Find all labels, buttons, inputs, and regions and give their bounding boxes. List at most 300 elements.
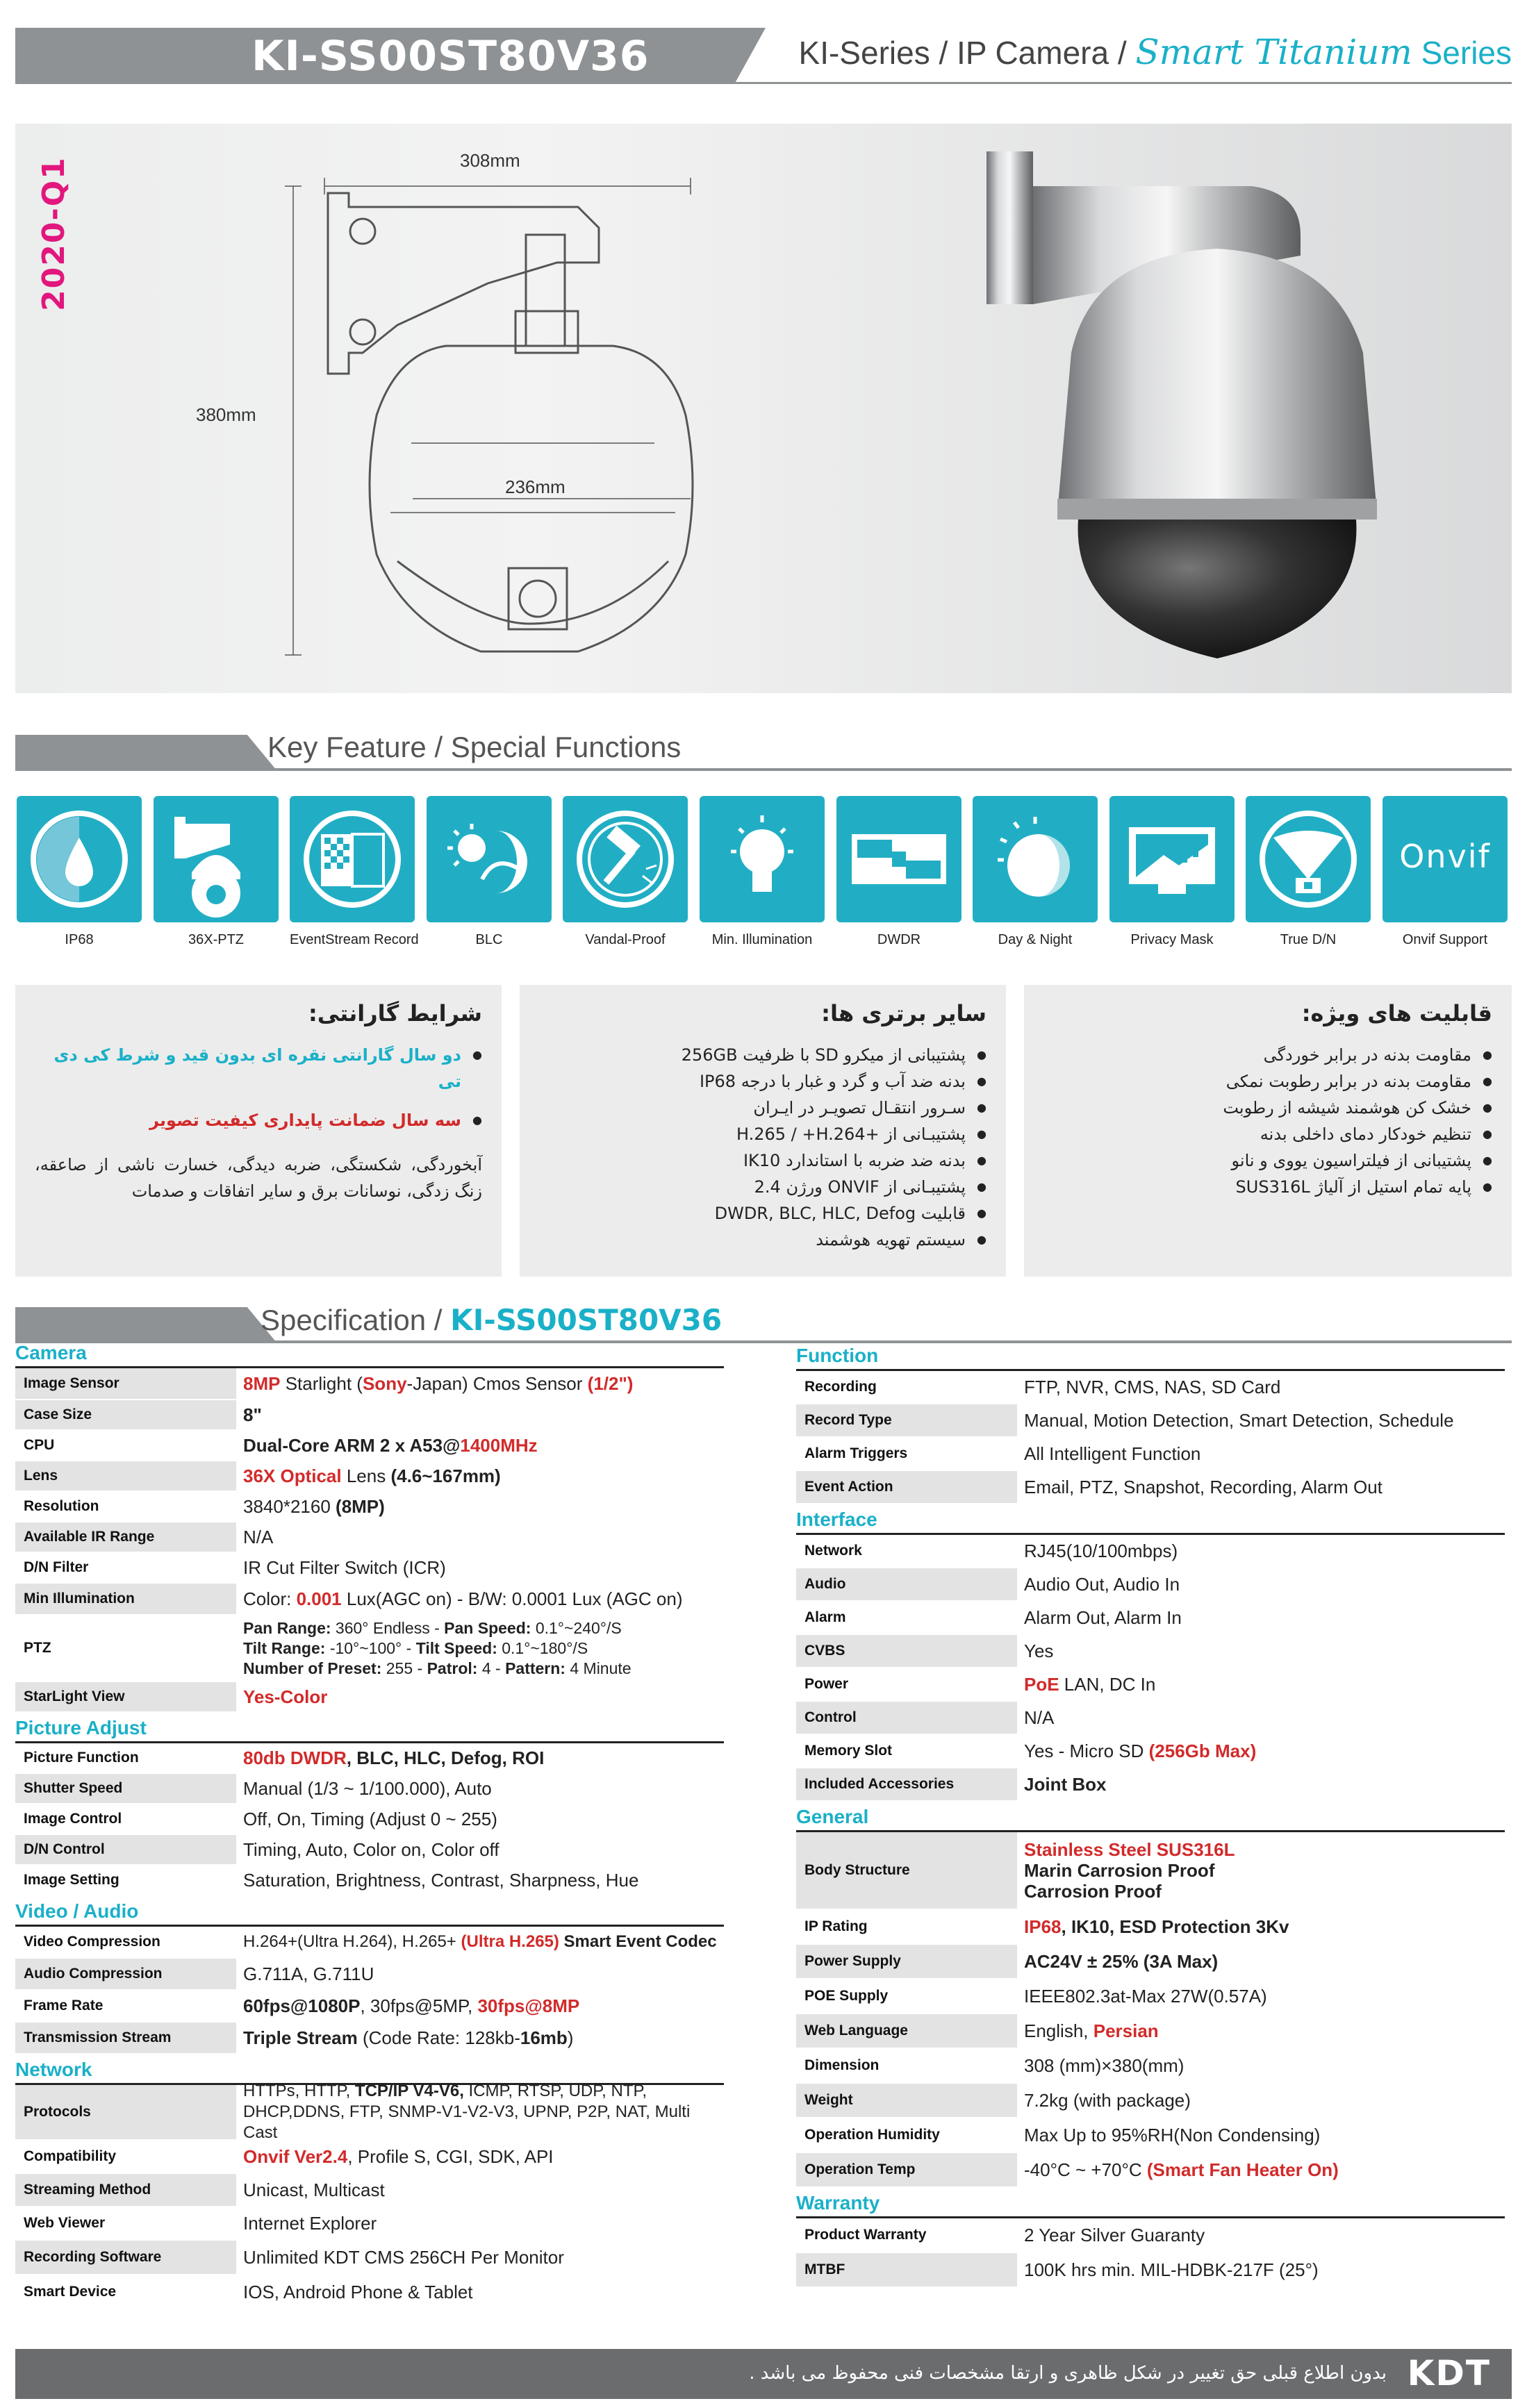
spec-value xyxy=(236,1404,724,1425)
group-interface: Interface xyxy=(796,1504,1505,1535)
spec-key: Streaming Method xyxy=(15,2174,236,2206)
spec-value xyxy=(1017,1951,1505,1972)
value-part: Number of Preset: xyxy=(243,1659,386,1677)
spec-title-prefix: Specification / xyxy=(261,1304,451,1336)
value-part: 8" xyxy=(243,1404,262,1425)
spec-value xyxy=(1017,1774,1505,1795)
value-part: 4 Minute xyxy=(570,1659,632,1677)
feature-event-stream xyxy=(290,796,419,948)
spec-value: All Intelligent Function xyxy=(1024,1443,1201,1464)
table-row xyxy=(796,1702,1505,1735)
spec-key: D/N Control xyxy=(15,1835,236,1864)
special-item: ● مقاومت بدنه در برابر خوردگی xyxy=(1043,1042,1492,1068)
spec-key: Picture Function xyxy=(15,1743,236,1772)
privacy-mask-icon xyxy=(1109,796,1235,922)
table-row xyxy=(796,1945,1505,1979)
spec-key: Frame Rate xyxy=(15,1991,236,2021)
value-part: Color: xyxy=(243,1588,297,1609)
day-night-icon xyxy=(973,796,1098,922)
spec-table-left xyxy=(15,1338,724,2310)
feature-label: DWDR xyxy=(877,932,921,947)
table-row xyxy=(796,2014,1505,2049)
table-row xyxy=(796,1535,1505,1568)
spec-value: Unicast, Multicast xyxy=(243,2179,385,2200)
spec-key: Weight xyxy=(796,2084,1017,2117)
spec-key: Smart Device xyxy=(15,2275,236,2309)
spec-title-model: KI-SS00ST80V36 xyxy=(450,1303,723,1337)
value-part: , Profile S, CGI, SDK, API xyxy=(347,2146,554,2167)
value-part: English, xyxy=(1024,2020,1093,2041)
table-row xyxy=(796,1979,1505,2014)
proto-line: DHCP,DDNS, FTP, SNMP-V1-V2-V3, UPNP, P2P, NAT, Multi Cast xyxy=(243,2102,691,2142)
spec-key: Case Size xyxy=(15,1400,236,1429)
spec-key: Web Viewer xyxy=(15,2207,236,2239)
table-row xyxy=(796,1668,1505,1702)
spec-key: Memory Slot xyxy=(796,1735,1017,1767)
table-row xyxy=(15,1616,724,1682)
value-part: 360° Endless - xyxy=(335,1618,445,1637)
spec-value: Email, PTZ, Snapshot, Recording, Alarm Out xyxy=(1024,1477,1382,1497)
table-row xyxy=(15,1743,724,1774)
spec-key: Available IR Range xyxy=(15,1522,236,1552)
table-row xyxy=(796,1371,1505,1404)
table-row xyxy=(796,1635,1505,1668)
spec-key: Operation Temp xyxy=(796,2153,1017,2186)
value-part: -40°C ~ +70°C xyxy=(1024,2159,1147,2180)
table-row xyxy=(15,1927,724,1959)
spec-key: Image Control xyxy=(15,1804,236,1834)
value-part: 0.1°~180°/S xyxy=(502,1638,588,1657)
series-title xyxy=(799,32,1512,72)
spec-value: Alarm Out, Alarm In xyxy=(1024,1607,1182,1628)
ptz-line xyxy=(243,1638,724,1659)
other-item: ● پشتیبـانی از ONVIF ورژن 2.4 xyxy=(539,1174,987,1200)
spec-value xyxy=(1017,2159,1505,2180)
spec-key: Event Action xyxy=(796,1471,1017,1503)
value-part: -Japan) Cmos Sensor xyxy=(406,1373,588,1394)
page-header xyxy=(15,28,1512,82)
table-row xyxy=(15,2275,724,2310)
spec-value: 308 (mm)×380(mm) xyxy=(1024,2055,1185,2076)
table-row xyxy=(796,2049,1505,2084)
table-row xyxy=(796,1910,1505,1945)
spec-key: Recording xyxy=(796,1371,1017,1403)
value-part: Persian xyxy=(1093,2020,1159,2041)
value-part: Lens xyxy=(341,1465,391,1486)
table-row xyxy=(796,1438,1505,1471)
value-part: , 30fps@5MP, xyxy=(360,1995,478,2016)
value-part: 3840*2160 xyxy=(243,1496,336,1517)
table-row xyxy=(15,1682,724,1713)
spec-value xyxy=(236,1995,724,2016)
feature-section-bar xyxy=(15,735,1512,771)
value-part: Yes - Micro SD xyxy=(1024,1741,1149,1761)
value-part: 36X Optical xyxy=(243,1465,342,1486)
value-part: Stainless Steel SUS316L xyxy=(1024,1839,1235,1860)
spec-value xyxy=(236,1465,724,1486)
value-part: ICMP, RTSP, UDP, NTP, xyxy=(463,2082,647,2100)
value-part: H.264+(Ultra H.264), H.265+ xyxy=(243,1932,461,1951)
spec-key: StarLight View xyxy=(15,1682,236,1711)
feature-label: Day & Night xyxy=(998,932,1073,947)
other-item: ● پشتیبانی از میکرو SD با ظرفیت 256GB xyxy=(539,1042,987,1068)
feature-label: IP68 xyxy=(65,932,94,947)
dwdr-icon xyxy=(836,796,961,922)
drop-icon xyxy=(17,796,142,922)
value-part: (256Gb Max) xyxy=(1148,1741,1257,1761)
value-part: TCP/IP V4-V6, xyxy=(354,2082,464,2100)
table-row xyxy=(15,1400,724,1431)
feature-label: Min. Illumination xyxy=(711,932,813,947)
ptz-camera-icon xyxy=(154,796,279,922)
value-part: IP68 xyxy=(1024,1916,1062,1937)
special-features-column xyxy=(1024,985,1512,1277)
spec-value: Internet Explorer xyxy=(243,2213,377,2234)
spec-key: CVBS xyxy=(796,1635,1017,1667)
special-item: ● پشتیبانی از فیلتراسیون یووی و نانو xyxy=(1043,1147,1492,1174)
spec-value: N/A xyxy=(243,1527,274,1547)
other-item: ● قابلیت DWDR, BLC, HLC, Defog xyxy=(539,1200,987,1227)
spec-value: RJ45(10/100mbps) xyxy=(1024,1541,1178,1561)
spec-value: Manual, Motion Detection, Smart Detection, Schedule xyxy=(1024,1410,1454,1431)
spec-key: Video Compression xyxy=(15,1927,236,1957)
bulb-icon xyxy=(700,796,825,922)
spec-key: Power xyxy=(796,1668,1017,1700)
value-part: AC24V ± 25% (3A Max) xyxy=(1024,1951,1219,1972)
group-camera: Camera xyxy=(15,1338,724,1368)
spec-value: Yes xyxy=(1024,1641,1054,1661)
value-part: LAN, DC In xyxy=(1059,1674,1156,1695)
value-part: 16mb xyxy=(520,2027,568,2048)
table-row xyxy=(15,1835,724,1866)
spec-value: IEEE802.3at-Max 27W(0.57A) xyxy=(1024,1986,1267,2007)
feature-blc xyxy=(427,796,552,948)
table-row xyxy=(15,1991,724,2023)
spec-key: Control xyxy=(796,1702,1017,1734)
table-row xyxy=(15,1522,724,1553)
value-part: (Smart Fan Heater On) xyxy=(1146,2159,1339,2180)
spec-key: Network xyxy=(796,1535,1017,1567)
table-row xyxy=(15,1553,724,1584)
spec-value xyxy=(236,2081,724,2143)
special-item: ● پایه تمام استیل از آلیاژ SUS316L xyxy=(1043,1174,1492,1200)
true-dn-icon xyxy=(1246,796,1371,922)
spec-key: Image Sensor xyxy=(15,1368,236,1399)
spec-key: Audio Compression xyxy=(15,1959,236,1989)
spec-key: Included Accessories xyxy=(796,1768,1017,1800)
table-row xyxy=(15,1866,724,1896)
spec-value xyxy=(1017,2020,1505,2041)
feature-label: BLC xyxy=(475,932,503,947)
feature-true-dn xyxy=(1246,796,1371,948)
value-part: (1/2") xyxy=(587,1373,634,1394)
model-title: KI-SS00ST80V36 xyxy=(251,32,650,81)
spec-value: IOS, Android Phone & Tablet xyxy=(243,2282,473,2302)
other-item: ● بدنه ضد آب و گرد و غبار با درجه IP68 xyxy=(539,1068,987,1095)
dim-width-label: 308mm xyxy=(460,150,520,171)
value-part: PoE xyxy=(1024,1674,1059,1695)
blc-icon xyxy=(427,796,552,922)
value-part: Pan Range: xyxy=(243,1618,336,1637)
spec-value: N/A xyxy=(1024,1707,1055,1728)
spec-value: Max Up to 95%RH(Non Condensing) xyxy=(1024,2125,1321,2145)
value-part: Smart Event Codec xyxy=(559,1932,717,1951)
spec-value: Timing, Auto, Color on, Color off xyxy=(243,1839,500,1860)
value-part: 1400MHz xyxy=(460,1435,538,1456)
value-part: (Code Rate: 128kb- xyxy=(357,2027,520,2048)
warranty-title: شرایط گارانتی: xyxy=(308,1000,482,1027)
spec-value: Audio Out, Audio In xyxy=(1024,1574,1180,1595)
spec-key: Body Structure xyxy=(796,1832,1017,1909)
spec-key: Resolution xyxy=(15,1492,236,1521)
feature-vandal-proof xyxy=(563,796,688,948)
spec-section-title xyxy=(261,1303,722,1337)
value-part: -10°~100° - xyxy=(329,1638,416,1657)
spec-value: G.711A, G.711U xyxy=(243,1963,374,1984)
spec-value: 7.2kg (with package) xyxy=(1024,2090,1191,2111)
value-part: 80db DWDR xyxy=(243,1747,347,1768)
value-part: (Ultra H.265) xyxy=(461,1932,559,1951)
spec-value xyxy=(236,1435,724,1456)
value-part: Tilt Range: xyxy=(243,1638,330,1657)
dimension-drawing xyxy=(189,124,745,679)
group-network: Network xyxy=(15,2054,724,2085)
feature-label: Vandal-Proof xyxy=(585,932,666,947)
value-part: Pattern: xyxy=(505,1659,570,1677)
spec-value xyxy=(236,1747,724,1768)
group-function: Function xyxy=(796,1340,1505,1371)
table-row xyxy=(15,2023,724,2054)
spec-value: 2 Year Silver Guaranty xyxy=(1024,2225,1205,2245)
spec-key: Dimension xyxy=(796,2049,1017,2082)
spec-key: D/N Filter xyxy=(15,1553,236,1582)
feature-label: 36X-PTZ xyxy=(188,932,245,947)
other-item: ● پشتیبـانی از +H.265 / +H.264 xyxy=(539,1121,987,1147)
value-part: Joint Box xyxy=(1024,1774,1107,1795)
value-part: 30fps@8MP xyxy=(477,1995,580,2016)
edition-label: 2020-Q1 xyxy=(36,156,72,311)
warranty-column xyxy=(15,985,502,1277)
value-part: Triple Stream xyxy=(243,2027,358,2048)
table-row xyxy=(796,1471,1505,1504)
footer-disclaimer: بدون اطلاع قبلی حق تغییر در شکل ظاهری و ارتقا مشخصات فنی محفوظ می باشد . xyxy=(749,2363,1387,2384)
camera-photo xyxy=(974,124,1460,693)
value-part: 4 - xyxy=(481,1659,506,1677)
series-prefix: KI-Series / IP Camera / xyxy=(798,35,1136,71)
feature-min-illumination xyxy=(700,796,825,948)
spec-value xyxy=(236,1686,724,1707)
spec-value xyxy=(236,1373,724,1394)
spec-key: Web Language xyxy=(796,2014,1017,2048)
kdt-logo: KDT xyxy=(1407,2353,1491,2393)
series-suffix: Series xyxy=(1412,35,1512,71)
group-warranty: Warranty xyxy=(796,2188,1505,2218)
table-row xyxy=(15,2082,724,2142)
value-part: , IK10, ESD Protection 3Kv xyxy=(1061,1916,1289,1937)
special-title: قابلیت های ویژه: xyxy=(1301,1000,1492,1027)
ptz-line xyxy=(243,1618,724,1638)
feature-onvif xyxy=(1382,796,1508,948)
spec-value xyxy=(236,1496,724,1517)
table-row xyxy=(15,2241,724,2275)
value-part: Patrol: xyxy=(427,1659,482,1677)
group-general: General xyxy=(796,1802,1505,1832)
spec-value xyxy=(1017,1674,1505,1695)
table-row xyxy=(796,2118,1505,2153)
table-row xyxy=(796,1768,1505,1802)
value-part: Yes-Color xyxy=(243,1686,328,1707)
value-part: Dual-Core ARM 2 x A53@ xyxy=(243,1435,461,1456)
table-row xyxy=(15,1584,724,1616)
value-part: Sony xyxy=(362,1373,407,1394)
feature-ptz xyxy=(154,796,279,948)
group-picture: Picture Adjust xyxy=(15,1713,724,1743)
spec-key: Lens xyxy=(15,1461,236,1491)
spec-value: FTP, NVR, CMS, NAS, SD Card xyxy=(1024,1377,1281,1397)
special-item: ● مقاومت بدنه در برابر رطوبت نمکی xyxy=(1043,1068,1492,1095)
spec-key: Record Type xyxy=(796,1404,1017,1436)
value-part: Pan Speed: xyxy=(444,1618,536,1637)
spec-table-right xyxy=(796,1340,1505,2288)
spec-key: Protocols xyxy=(15,2085,236,2139)
value-part: 255 - xyxy=(386,1659,427,1677)
feature-label: Onvif Support xyxy=(1402,932,1488,947)
warranty-note: آبخوردگی، شکستگی، ضربه دیدگی، خسارت ناشی از صاعقه، زنگ زدگی، نوسانات برق و سایر اتفاقات و صدمات xyxy=(35,1155,482,1201)
value-part: Starlight ( xyxy=(280,1373,363,1394)
table-row xyxy=(15,2174,724,2207)
page-footer xyxy=(15,2349,1512,2399)
feature-section-line xyxy=(15,768,1512,771)
spec-value xyxy=(236,1588,724,1609)
table-row xyxy=(796,2218,1505,2253)
spec-value: Off, On, Timing (Adjust 0 ~ 255) xyxy=(243,1809,497,1829)
series-smart: Smart Titanium xyxy=(1135,32,1412,72)
hero-panel xyxy=(15,124,1512,693)
special-item: ● خشک کن هوشمند شیشه از رطوبت xyxy=(1043,1095,1492,1121)
table-row xyxy=(15,1461,724,1492)
feature-privacy-mask xyxy=(1109,796,1235,948)
table-row xyxy=(15,1368,724,1400)
value-part: (8MP) xyxy=(336,1496,385,1517)
table-row xyxy=(15,2141,724,2174)
spec-key: Audio xyxy=(796,1568,1017,1600)
value-part: Lux(AGC on) - B/W: 0.0001 Lux (AGC on) xyxy=(341,1588,683,1609)
spec-key: IP Rating xyxy=(796,1910,1017,1943)
table-row xyxy=(15,1431,724,1461)
spec-key: Product Warranty xyxy=(796,2218,1017,2252)
other-title: سایر برتری ها: xyxy=(821,1000,987,1027)
spec-key: Alarm xyxy=(796,1602,1017,1634)
table-row xyxy=(15,1804,724,1835)
value-part: (4.6~167mm) xyxy=(390,1465,501,1486)
table-row xyxy=(15,1774,724,1804)
dim-height-label: 380mm xyxy=(196,404,256,425)
spec-key: Recording Software xyxy=(15,2241,236,2274)
value-part: Onvif Ver2.4 xyxy=(243,2146,348,2167)
value-part: , BLC, HLC, Defog, ROI xyxy=(346,1747,545,1768)
spec-key: POE Supply xyxy=(796,1979,1017,2013)
hammer-icon xyxy=(563,796,688,922)
onvif-icon: Onvif xyxy=(1399,838,1491,875)
spec-value: IR Cut Filter Switch (ICR) xyxy=(243,1557,446,1578)
table-row xyxy=(796,1404,1505,1438)
spec-value xyxy=(236,2146,724,2167)
table-row xyxy=(15,1492,724,1522)
value-part: 0.001 xyxy=(296,1588,342,1609)
value-part: Tilt Speed: xyxy=(415,1638,502,1657)
spec-value: Unlimited KDT CMS 256CH Per Monitor xyxy=(243,2247,564,2268)
spec-key: PTZ xyxy=(15,1616,236,1681)
spec-value xyxy=(1017,1839,1505,1902)
table-row xyxy=(796,1568,1505,1602)
other-item: ● سیستم تهویه هوشمند xyxy=(539,1227,987,1253)
spec-key: Min Illumination xyxy=(15,1584,236,1614)
spec-key: Shutter Speed xyxy=(15,1774,236,1803)
warranty-item: ● دو سال گارانتی نقره ای بدون قید و شرط کی دی تی xyxy=(35,1042,482,1095)
value-part: 60fps@1080P xyxy=(243,1995,361,2016)
spec-key: Compatibility xyxy=(15,2141,236,2173)
table-row xyxy=(796,1832,1505,1910)
table-row xyxy=(796,1735,1505,1768)
spec-key: CPU xyxy=(15,1431,236,1460)
spec-value: 100K hrs min. MIL-HDBK-217F (25°) xyxy=(1024,2259,1319,2280)
warranty-item: ● سه سال ضمانت پایداری کیفیت تصویر xyxy=(35,1107,482,1134)
spec-key: Image Setting xyxy=(15,1866,236,1895)
spec-key: Power Supply xyxy=(796,1945,1017,1978)
spec-value xyxy=(1017,1916,1505,1937)
table-row xyxy=(796,2153,1505,2188)
special-item: ● تنظیم خودکار دمای داخلی بدنه xyxy=(1043,1121,1492,1147)
table-row xyxy=(796,2084,1505,2118)
spec-value xyxy=(236,1932,724,1952)
spec-key: Alarm Triggers xyxy=(796,1438,1017,1470)
spec-key: Operation Humidity xyxy=(796,2118,1017,2152)
feature-day-night xyxy=(973,796,1098,948)
table-row xyxy=(796,1602,1505,1635)
spec-value xyxy=(1017,1741,1505,1761)
other-item: ● سـرور انتقـال تصویـر در ایـران xyxy=(539,1095,987,1121)
table-row xyxy=(15,2207,724,2241)
other-item: ● بدنه ضد ضربه با استاندارد IK10 xyxy=(539,1147,987,1174)
proto-line xyxy=(243,2081,724,2102)
header-divider xyxy=(15,82,1512,84)
table-row xyxy=(15,1959,724,1991)
feature-label: EventStream Record xyxy=(290,932,419,947)
spec-value: Saturation, Brightness, Contrast, Sharpness, Hue xyxy=(243,1870,639,1891)
feature-label: Privacy Mask xyxy=(1130,932,1214,947)
value-part: Carrosion Proof xyxy=(1024,1881,1162,1902)
spec-key: Transmission Stream xyxy=(15,2023,236,2053)
feature-ip68 xyxy=(17,796,142,948)
feature-section-title: Key Feature / Special Functions xyxy=(267,731,682,763)
ptz-line xyxy=(243,1659,724,1679)
event-stream-icon xyxy=(290,796,415,922)
spec-value xyxy=(236,2027,724,2048)
value-part: 0.1°~240°/S xyxy=(535,1618,622,1637)
spec-value xyxy=(236,1618,724,1679)
dim-inner-label: 236mm xyxy=(505,476,566,497)
feature-label: True D/N xyxy=(1280,932,1337,947)
value-part: HTTPs, HTTP, xyxy=(243,2082,355,2100)
table-row xyxy=(796,2253,1505,2288)
camera-rows xyxy=(15,1368,724,1713)
other-features-column xyxy=(520,985,1006,1277)
spec-key: MTBF xyxy=(796,2253,1017,2286)
feature-dwdr xyxy=(836,796,961,948)
value-part: 8MP xyxy=(243,1373,281,1394)
spec-value: Manual (1/3 ~ 1/100.000), Auto xyxy=(243,1778,492,1799)
value-part: Marin Carrosion Proof xyxy=(1024,1860,1215,1881)
